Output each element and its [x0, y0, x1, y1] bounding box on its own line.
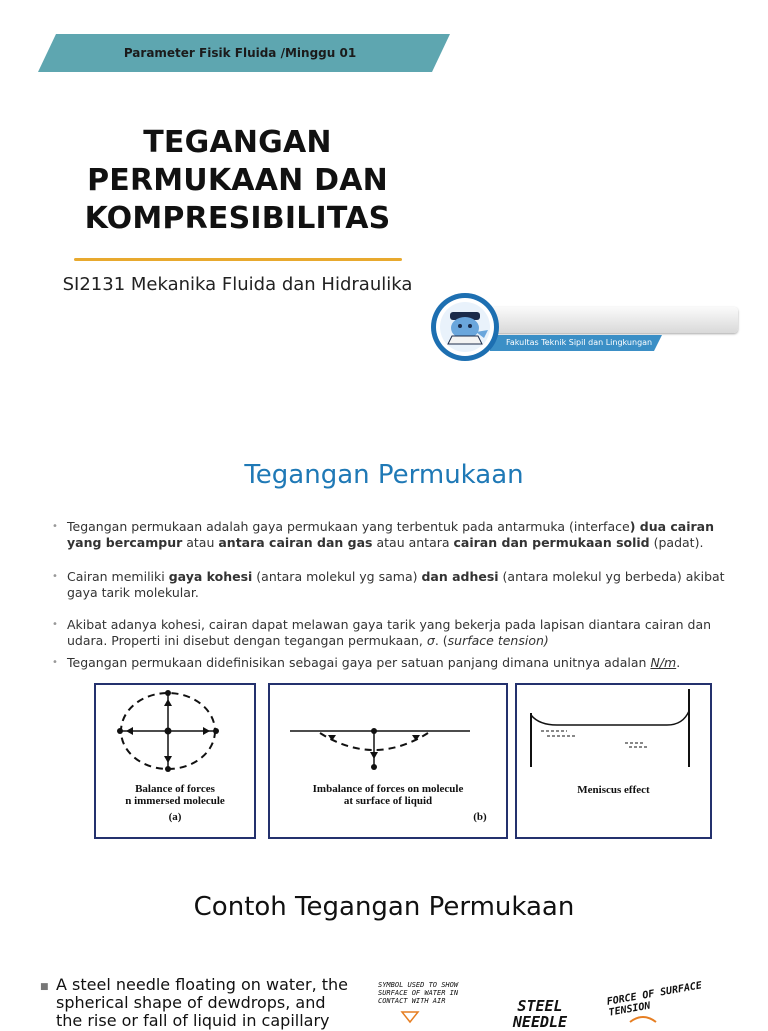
- text: .: [676, 655, 681, 670]
- sketch-note: SYMBOL USED TO SHOW SURFACE OF WATER IN CONTACT WITH AIR: [378, 981, 459, 1005]
- slide-title: TEGANGAN PERMUKAAN DAN KOMPRESIBILITAS: [84, 125, 391, 236]
- bullet-icon: •: [52, 521, 58, 532]
- text: atau antara: [372, 535, 454, 550]
- paragraph-surface-tension: [52, 617, 732, 649]
- paragraph-definition: [52, 519, 732, 551]
- text: Cairan memiliki: [67, 569, 169, 584]
- text-italic: surface tension): [447, 633, 549, 648]
- sigma-symbol: σ: [426, 633, 435, 648]
- paragraph-unit: [52, 655, 732, 671]
- figure-meniscus: [515, 683, 712, 839]
- unit-text: N/m: [650, 655, 677, 670]
- faculty-logo-icon: [430, 292, 500, 362]
- example-bullet: [40, 976, 350, 1030]
- text: Tegangan permukaan adalah gaya permukaan yang terbentuk pada antarmuka (interface: [67, 519, 630, 534]
- paragraph-cohesion: [52, 569, 732, 601]
- figure-caption: Imbalance of forces on molecule: [312, 783, 464, 795]
- text-bold: gaya kohesi: [168, 569, 253, 584]
- molecule-diagram: [96, 685, 254, 785]
- banner-text: Parameter Fisik Fluida /Minggu 01: [123, 46, 357, 60]
- bullet-icon: •: [52, 571, 58, 582]
- figure-label: (b): [473, 811, 487, 823]
- bullet-icon: •: [52, 619, 58, 630]
- figure-caption: at surface of liquid: [343, 795, 433, 807]
- water-symbol-icon: [400, 1010, 420, 1024]
- text-bold: antara cairan dan gas: [218, 535, 373, 550]
- figure-caption: Meniscus effect: [577, 784, 650, 796]
- text: Akibat adanya kohesi, cairan dapat melawan gaya tarik yang bekerja pada lapisan diantara cairan dan udara. Properti ini disebut dengan tegangan permukaan,: [67, 617, 712, 648]
- text-bold: ) dua cairan yang bercampur: [67, 519, 715, 550]
- example-text: A steel needle floating on water, the spherical shape of dewdrops, and the rise or fall of liquid in capillary: [56, 975, 349, 1030]
- figure-label: (a): [168, 811, 182, 823]
- text: (antara molekul yg sama): [252, 569, 422, 584]
- text: (antara molekul yg berbeda) akibat gaya tarik molekular.: [67, 569, 725, 600]
- section-heading: Tegangan Permukaan: [244, 460, 524, 490]
- text-bold: cairan dan permukaan solid: [453, 535, 650, 550]
- bullet-square-icon: ■: [40, 982, 49, 992]
- faculty-label: Fakultas Teknik Sipil dan Lingkungan: [506, 338, 653, 347]
- decorative-bar: [490, 307, 738, 333]
- surface-molecule-diagram: [270, 685, 506, 781]
- section-heading-examples: Contoh Tegangan Permukaan: [193, 892, 575, 922]
- text: (padat).: [649, 535, 704, 550]
- text: Tegangan permukaan didefinisikan sebagai gaya per satuan panjang dimana unitnya adalan: [67, 655, 651, 670]
- figure-caption: Balance of forces: [135, 783, 215, 795]
- force-arrow-icon: [628, 1012, 658, 1024]
- text: atau: [182, 535, 219, 550]
- figure-imbalance-forces: [268, 683, 508, 839]
- meniscus-diagram: [517, 685, 710, 775]
- figure-balance-forces: [94, 683, 256, 839]
- title-divider: [74, 258, 402, 261]
- sketch-needle-label: STEEL NEEDLE: [512, 997, 568, 1031]
- text: . (: [434, 633, 448, 648]
- text-bold: dan adhesi: [421, 569, 499, 584]
- bullet-icon: •: [52, 657, 58, 668]
- sketch-force-label: FORCE OF SURFACE TENSION: [606, 980, 703, 1019]
- figure-caption: n immersed molecule: [125, 795, 225, 807]
- course-subtitle: SI2131 Mekanika Fluida dan Hidraulika: [62, 274, 413, 295]
